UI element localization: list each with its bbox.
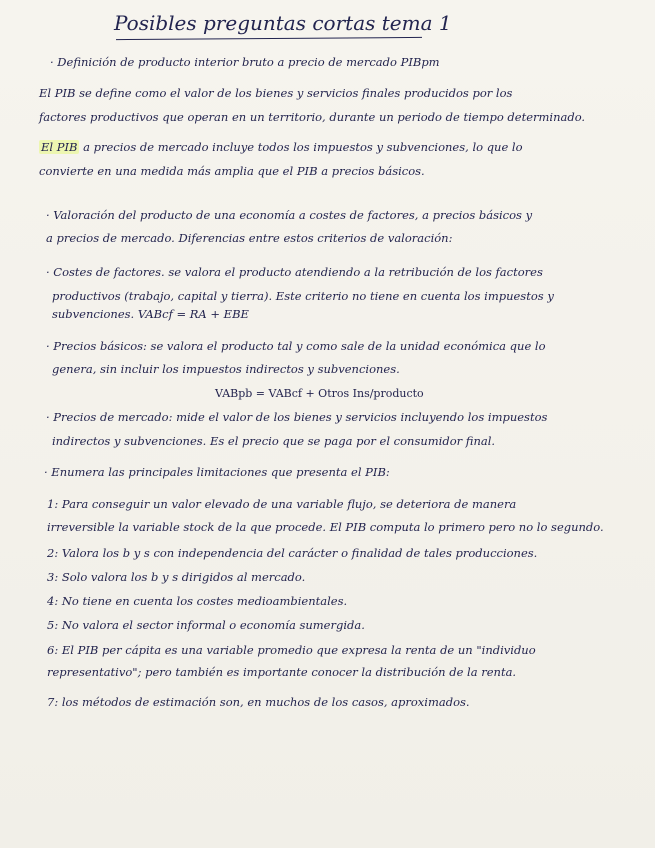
limitation-item: 6: El PIB per cápita es una variable promedio que expresa la renta de un "individuo — [47, 643, 536, 657]
section2-item: · Costes de factores. se valora el producto atendiendo a la retribución de los factores — [46, 265, 543, 279]
limitation-item: 1: Para conseguir un valor elevado de una variable flujo, se deteriora de manera — [47, 497, 517, 511]
limitation-item: 7: los métodos de estimación son, en muchos de los casos, aproximados. — [47, 695, 470, 709]
limitation-item: 5: No valora el sector informal o economía sumergida. — [47, 618, 365, 632]
section2-item: · Precios de mercado: mide el valor de los bienes y servicios incluyendo los impuestos — [46, 410, 548, 424]
section1-heading: · Definición de producto interior bruto a precio de mercado PIBpm — [50, 55, 440, 69]
limitation-item: irreversible la variable stock de la que procede. El PIB computa lo primero pero no lo segundo. — [47, 520, 604, 534]
section2-item: · Precios básicos: se valora el producto tal y como sale de la unidad económica que lo — [46, 339, 546, 353]
section2-item: indirectos y subvenciones. Es el precio que se paga por el consumidor final. — [52, 434, 496, 448]
limitation-item: 3: Solo valora los b y s dirigidos al mercado. — [47, 570, 306, 584]
limitation-item: 4: No tiene en cuenta los costes medioambientales. — [47, 594, 348, 608]
page-title: Posibles preguntas cortas tema 1 — [114, 11, 452, 35]
section1-line: convierte en una medida más amplia que el PIB a precios básicos. — [39, 164, 425, 178]
section2-item: productivos (trabajo, capital y tierra). Este criterio no tiene en cuenta los impuestos y — [52, 289, 554, 303]
section2-item: subvenciones. VABcf = RA + EBE — [52, 307, 249, 321]
title-underline — [116, 37, 422, 40]
section2-item: genera, sin incluir los impuestos indirectos y subvenciones. — [52, 362, 400, 376]
section1-line-rest: a precios de mercado incluye todos los impuestos y subvenciones, lo que lo — [79, 140, 523, 154]
section1-line: El PIB se define como el valor de los bienes y servicios finales producidos por los — [39, 86, 513, 100]
limitation-item: representativo"; pero también es importante conocer la distribución de la renta. — [47, 665, 517, 679]
section1-line-highlighted — [39, 140, 523, 154]
section2-heading: · Valoración del producto de una economía a costes de factores, a precios básicos y — [46, 208, 533, 222]
section2-heading-cont: a precios de mercado. Diferencias entre estos criterios de valoración: — [46, 231, 453, 245]
section3-heading: · Enumera las principales limitaciones que presenta el PIB: — [44, 465, 390, 479]
limitation-item: 2: Valora los b y s con independencia del carácter o finalidad de tales producciones. — [47, 546, 538, 560]
highlight-mark: El PIB — [41, 140, 78, 154]
section1-line: factores productivos que operan en un territorio, durante un periodo de tiempo determinado. — [39, 110, 586, 124]
formula: VABpb = VABcf + Otros Ins/producto — [215, 387, 424, 400]
